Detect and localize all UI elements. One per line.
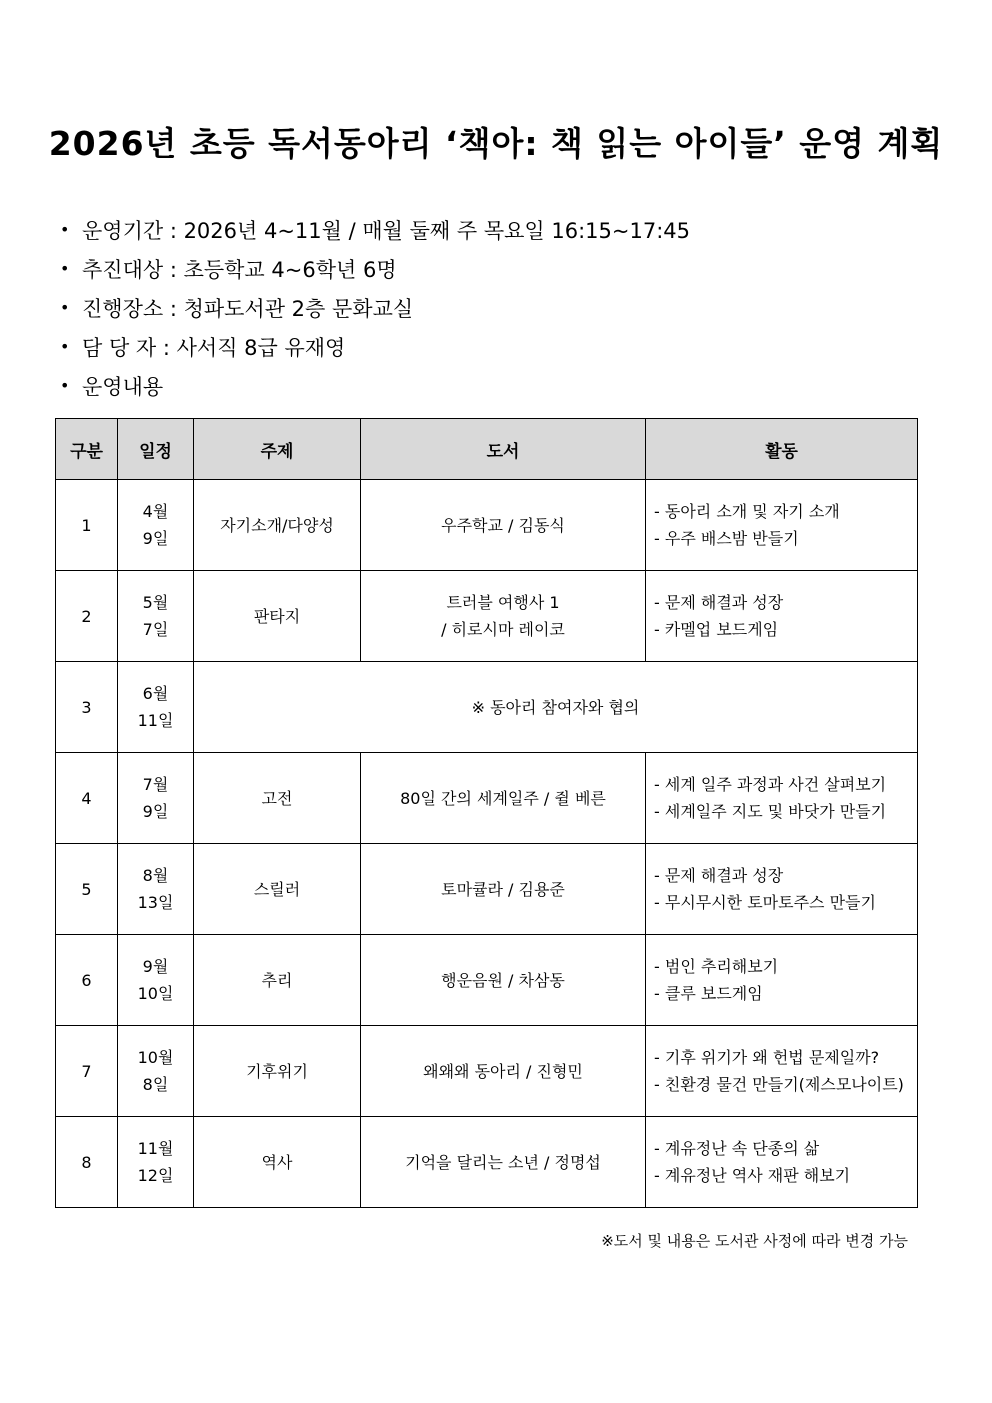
row-day: 9일	[142, 802, 169, 821]
info-period-text: 운영기간 : 2026년 4~11월 / 매월 둘째 주 목요일 16:15~17:45	[82, 218, 690, 243]
schedule-table	[55, 418, 918, 1208]
table-row	[56, 1117, 918, 1208]
bullet-icon: •	[60, 376, 70, 395]
row-month: 6월	[142, 684, 169, 703]
header-date: 일정	[118, 419, 194, 480]
table-row	[56, 1026, 918, 1117]
row-activity-line: - 세계일주 지도 및 바닷가 만들기	[654, 802, 887, 821]
header-no: 구분	[56, 419, 118, 480]
info-item-target	[60, 249, 690, 288]
info-item-content	[60, 366, 690, 405]
table-row	[56, 662, 918, 753]
row-day: 12일	[137, 1166, 174, 1185]
info-item-place	[60, 288, 690, 327]
row-book-line: / 히로시마 레이코	[441, 620, 565, 639]
table-row	[56, 571, 918, 662]
row-topic: 역사	[194, 1117, 361, 1208]
row-book-line: 행운음원 / 차삼동	[441, 970, 565, 990]
table-header-row	[56, 419, 918, 480]
row-book-line: 기억을 달리는 소년 / 정명섭	[405, 1152, 601, 1172]
row-activity-line: - 문제 해결과 성장	[654, 866, 784, 885]
row-activity	[646, 935, 918, 1026]
row-activity-line: - 우주 배스밤 반들기	[654, 529, 799, 548]
row-book-line: 왜왜왜 동아리 / 진형민	[423, 1061, 583, 1081]
row-merged-note: ※ 동아리 참여자와 협의	[194, 662, 918, 753]
table-row	[56, 480, 918, 571]
row-topic: 자기소개/다양성	[194, 480, 361, 571]
info-manager-text: 담 당 자 : 사서직 8급 유재영	[82, 335, 346, 360]
row-date	[118, 844, 194, 935]
row-number: 2	[56, 571, 118, 662]
row-activity-line: - 무시무시한 토마토주스 만들기	[654, 893, 876, 912]
row-activity-line: - 계유정난 역사 재판 해보기	[654, 1166, 851, 1185]
row-activity-line: - 세계 일주 과정과 사건 살펴보기	[654, 775, 887, 794]
row-activity-line: - 범인 추리해보기	[654, 957, 779, 976]
row-day: 13일	[137, 893, 174, 912]
row-topic: 기후위기	[194, 1026, 361, 1117]
row-book	[361, 571, 646, 662]
row-topic: 추리	[194, 935, 361, 1026]
row-activity	[646, 1026, 918, 1117]
row-activity-line: - 카멜업 보드게임	[654, 620, 779, 639]
row-date	[118, 935, 194, 1026]
row-day: 10일	[137, 984, 174, 1003]
row-activity-line: - 동아리 소개 및 자기 소개	[654, 502, 840, 521]
row-number: 7	[56, 1026, 118, 1117]
row-number: 3	[56, 662, 118, 753]
row-number: 1	[56, 480, 118, 571]
table-row	[56, 753, 918, 844]
row-date	[118, 662, 194, 753]
row-month: 9월	[142, 957, 169, 976]
row-book-line: 80일 간의 세계일주 / 쥘 베른	[400, 788, 606, 808]
row-day: 8일	[142, 1075, 169, 1094]
row-activity	[646, 1117, 918, 1208]
row-month: 10월	[137, 1048, 174, 1067]
row-date	[118, 1117, 194, 1208]
row-topic: 판타지	[194, 571, 361, 662]
row-number: 8	[56, 1117, 118, 1208]
row-book-line: 우주학교 / 김동식	[441, 515, 565, 535]
bullet-icon: •	[60, 220, 70, 239]
info-item-manager	[60, 327, 690, 366]
row-topic: 고전	[194, 753, 361, 844]
info-place-text: 진행장소 : 청파도서관 2층 문화교실	[82, 296, 414, 321]
row-book	[361, 1117, 646, 1208]
row-number: 6	[56, 935, 118, 1026]
row-number: 4	[56, 753, 118, 844]
row-book-line: 트러블 여행사 1	[446, 593, 560, 612]
row-number: 5	[56, 844, 118, 935]
row-date	[118, 480, 194, 571]
row-activity	[646, 753, 918, 844]
row-book	[361, 844, 646, 935]
row-activity	[646, 480, 918, 571]
row-activity-line: - 문제 해결과 성장	[654, 593, 784, 612]
table-row	[56, 844, 918, 935]
row-book	[361, 480, 646, 571]
row-month: 11월	[137, 1139, 174, 1158]
row-day: 9일	[142, 529, 169, 548]
row-date	[118, 571, 194, 662]
row-month: 5월	[142, 593, 169, 612]
row-book-line: 토마큘라 / 김용준	[441, 879, 565, 899]
bullet-icon: •	[60, 298, 70, 317]
header-activity: 활동	[646, 419, 918, 480]
row-activity-line: - 클루 보드게임	[654, 984, 763, 1003]
info-content-text: 운영내용	[82, 374, 164, 399]
row-book	[361, 1026, 646, 1117]
info-target-text: 추진대상 : 초등학교 4~6학년 6명	[82, 257, 397, 282]
table-row	[56, 935, 918, 1026]
header-book: 도서	[361, 419, 646, 480]
row-activity	[646, 571, 918, 662]
page-title: 2026년 초등 독서동아리 ‘책아: 책 읽는 아이들’ 운영 계획	[48, 124, 944, 163]
footnote: ※도서 및 내용은 도서관 사정에 따라 변경 가능	[601, 1232, 908, 1250]
header-topic: 주제	[194, 419, 361, 480]
row-activity	[646, 844, 918, 935]
row-activity-line: - 계유정난 속 단종의 삶	[654, 1139, 820, 1158]
row-date	[118, 1026, 194, 1117]
row-day: 7일	[142, 620, 169, 639]
row-book	[361, 753, 646, 844]
row-day: 11일	[137, 711, 174, 730]
row-month: 7월	[142, 775, 169, 794]
row-topic: 스릴러	[194, 844, 361, 935]
row-date	[118, 753, 194, 844]
bullet-icon: •	[60, 337, 70, 356]
row-month: 8월	[142, 866, 169, 885]
row-book	[361, 935, 646, 1026]
info-list	[60, 210, 690, 405]
row-activity-line: - 기후 위기가 왜 헌법 문제일까?	[654, 1048, 880, 1067]
row-month: 4월	[142, 502, 169, 521]
info-item-period	[60, 210, 690, 249]
bullet-icon: •	[60, 259, 70, 278]
row-activity-line: - 친환경 물건 만들기(제스모나이트)	[654, 1075, 904, 1094]
